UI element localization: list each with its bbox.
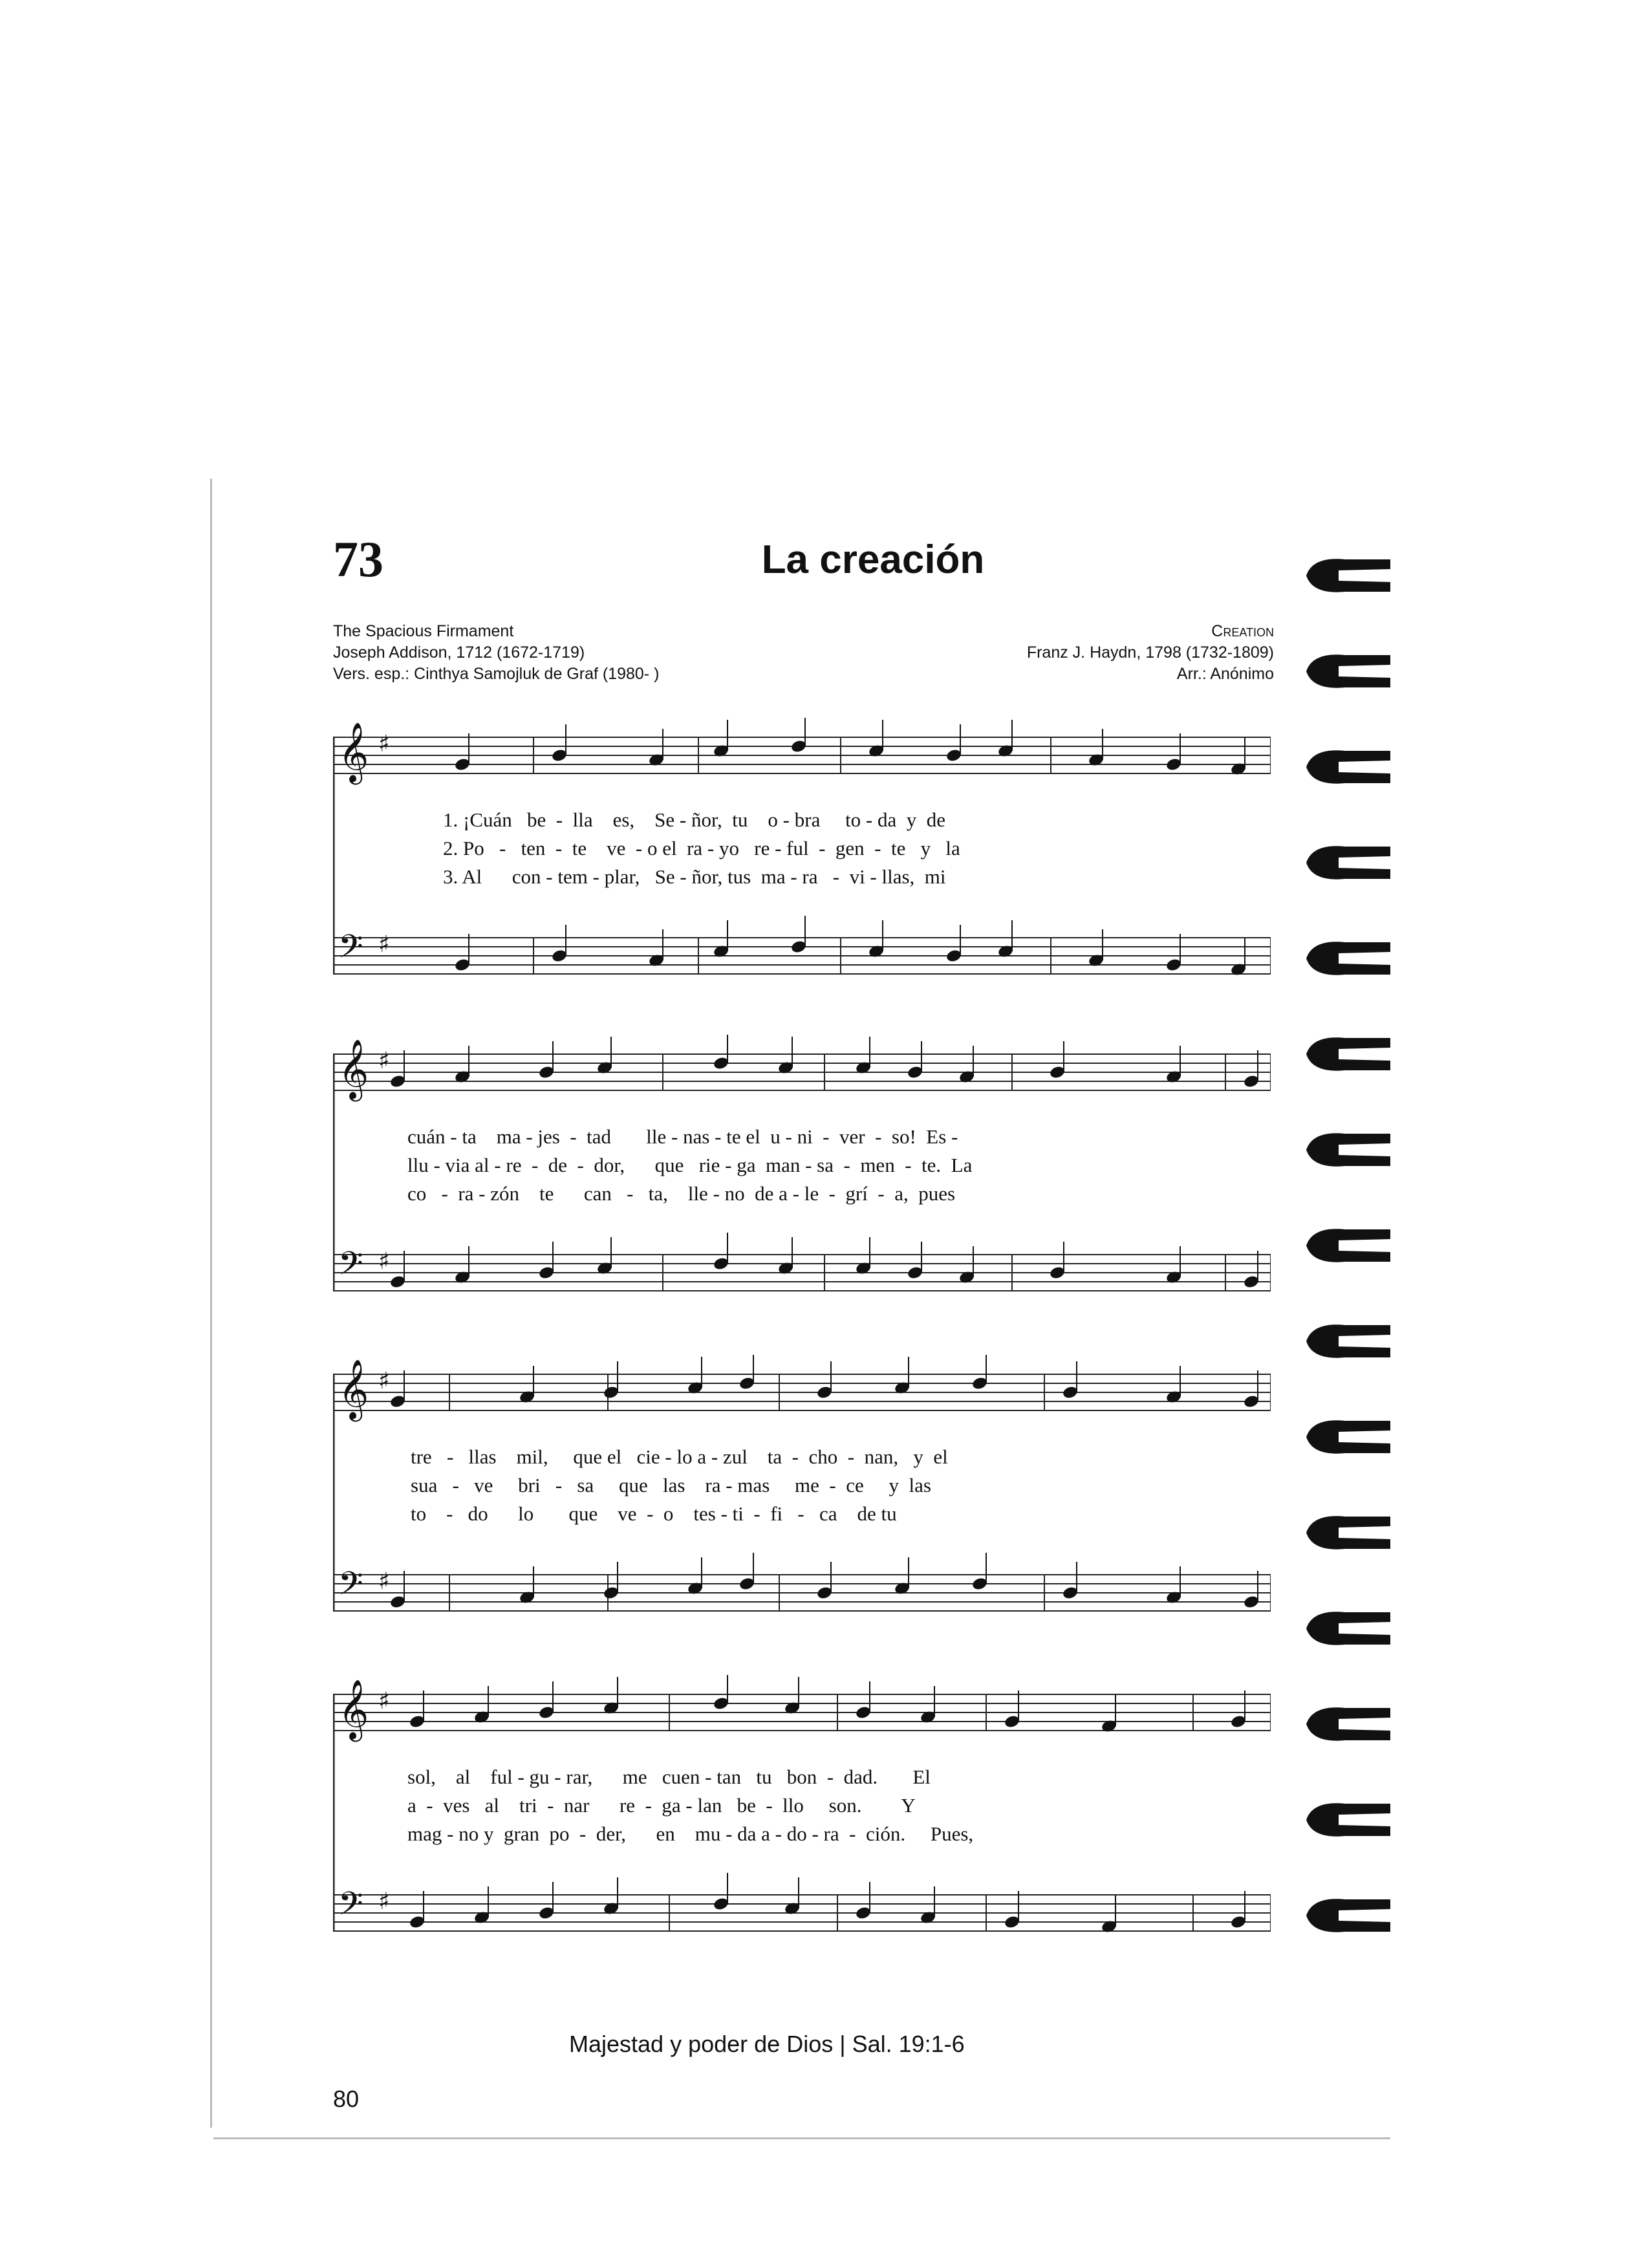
translator: Vers. esp.: Cinthya Samojluk de Graf (1980- ) [333,665,660,683]
original-title: The Spacious Firmament [333,622,514,640]
treble-clef-icon: 𝄞 [338,1679,369,1739]
hymn-title: La creación [761,537,985,582]
sharp-icon: ♯ [378,1688,390,1714]
index-tab [1306,1130,1390,1169]
lyric-verse-3: mag - no y gran po - der, en mu - da a - do - ra - ción. Pues, [407,1822,974,1845]
index-tab [1306,1800,1390,1839]
composer: Franz J. Haydn, 1798 (1732-1809) [1026,643,1274,662]
page-number: 80 [333,2086,360,2112]
music-system-1 [333,718,1271,989]
treble-clef-icon: 𝄞 [338,1039,369,1099]
index-tab [1306,843,1390,882]
index-tab [1306,1322,1390,1361]
bass-clef-icon: 𝄢 [338,1885,363,1930]
bottom-edge-line [213,2137,1390,2139]
index-tab [1306,939,1390,978]
lyric-verse-3: to - do lo que ve - o tes - ti - fi - ca de tu [411,1502,897,1525]
lyric-verse-2: llu - via al - re - de - dor, que rie - ga man - sa - men - te. La [407,1154,973,1176]
lyric-verse-1: cuán - ta ma - jes - tad lle - nas - te el u - ni - ver - so! Es - [407,1125,958,1148]
left-margin-shadow [210,479,212,2128]
lyric-verse-1: sol, al ful - gu - rar, me cuen - tan tu bon - dad. El [407,1766,931,1788]
lyric-verse-3: co - ra - zón te can - ta, lle - no de a - le - grí - a, pues [407,1182,956,1205]
scripture-caption: Majestad y poder de Dios | Sal. 19:1-6 [569,2031,965,2057]
index-tab [1306,1896,1390,1935]
treble-clef-icon: 𝄞 [338,722,369,782]
treble-clef-icon: 𝄞 [338,1359,369,1419]
hymn-number: 73 [333,531,383,587]
author: Joseph Addison, 1712 (1672-1719) [333,643,585,662]
sharp-icon: ♯ [378,1568,390,1595]
sharp-icon: ♯ [378,1048,390,1074]
index-tab [1306,1035,1390,1074]
lyric-verse-2: sua - ve bri - sa que las ra - mas me - ce y las [411,1474,931,1496]
credits-left [333,621,659,685]
lyric-verse-2: 2. Po - ten - te ve - o el ra - yo re - ful - gen - te y la [443,837,960,859]
lyric-verse-1: tre - llas mil, que el cie - lo a - zul ta - cho - nan, y el [411,1445,948,1468]
index-tab [1306,556,1390,595]
credits-right [1027,621,1274,685]
sharp-icon: ♯ [378,1248,390,1275]
index-tab [1306,652,1390,691]
music-system-2 [333,1035,1271,1306]
index-tab [1306,748,1390,786]
lyric-verse-1: 1. ¡Cuán be - lla es, Se - ñor, tu o - bra to - da y de [443,808,946,831]
sharp-icon: ♯ [378,1888,390,1915]
bass-clef-icon: 𝄢 [338,928,363,973]
lyric-verse-3: 3. Al con - tem - plar, Se - ñor, tus ma - ra - vi - llas, mi [443,865,946,888]
index-tab [1306,1513,1390,1552]
arranger: Arr.: Anónimo [1176,665,1274,683]
index-tab [1306,1705,1390,1744]
sharp-icon: ♯ [378,731,390,757]
sharp-icon: ♯ [378,1368,390,1394]
index-tab [1306,1609,1390,1648]
bass-clef-icon: 𝄢 [338,1565,363,1610]
index-tab [1306,1418,1390,1456]
tune-name: Creation [1211,622,1274,640]
music-system-4 [333,1675,1271,1947]
bass-clef-icon: 𝄢 [338,1245,363,1290]
sharp-icon: ♯ [378,931,390,958]
lyric-verse-2: a - ves al tri - nar re - ga - lan be - llo son. Y [407,1794,916,1817]
music-system-3 [333,1355,1271,1626]
index-tab [1306,1226,1390,1265]
